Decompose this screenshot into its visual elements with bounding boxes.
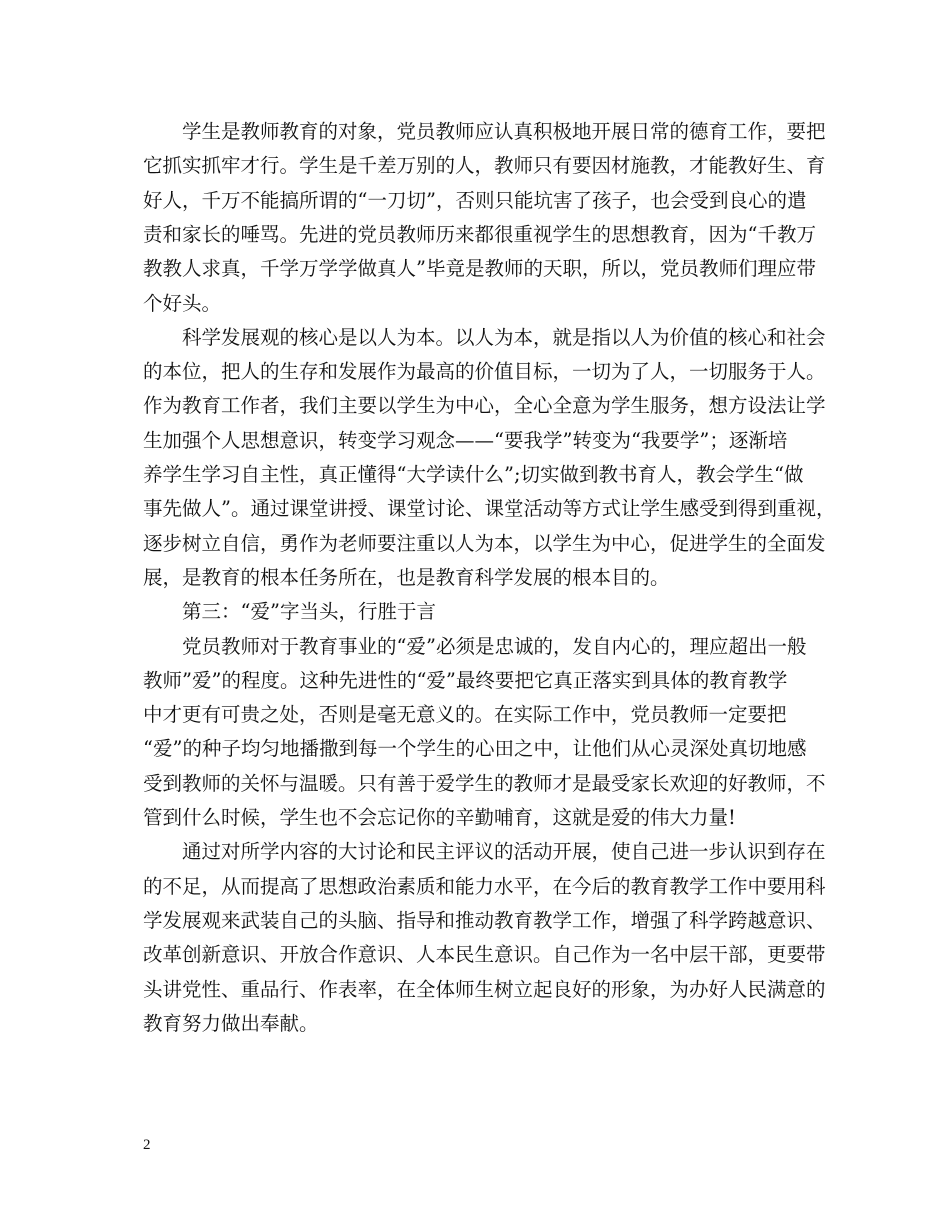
page-number: 2 [143, 1137, 151, 1153]
text-line: 责和家长的唾骂。先进的党员教师历来都很重视学生的思想教育，因为“千教万 [143, 222, 816, 246]
text-line: 它抓实抓牢才行。学生是千差万别的人，教师只有要因材施教，才能教好生、育 [143, 154, 826, 178]
text-line: 教育努力做出奉献。 [143, 1011, 319, 1035]
text-line: 管到什么时候，学生也不会忘记你的辛勤哺育，这就是爱的伟大力量! [143, 806, 736, 829]
text-line: 生加强个人思想意识，转变学习观念——“要我学”转变为“我要学”；逐渐培 [143, 428, 788, 452]
text-line: 个好头。 [143, 291, 222, 315]
text-line: 事先做人”。通过课堂讲授、课堂讨论、课堂活动等方式让学生感受到得到重视， [143, 497, 836, 521]
text-line: 受到教师的关怀与温暖。只有善于爱学生的教师才是最受家长欢迎的好教师，不 [143, 771, 826, 795]
text-line: 作为教育工作者，我们主要以学生为中心，全心全意为学生服务，想方设法让学 [143, 394, 826, 418]
text-line: 展，是教育的根本任务所在，也是教育科学发展的根本目的。 [143, 565, 670, 589]
text-line: 的本位，把人的生存和发展作为最高的价值目标，一切为了人，一切服务于人。 [143, 360, 826, 384]
text-line: 的不足，从而提高了思想政治素质和能力水平，在今后的教育教学工作中要用科 [143, 874, 826, 898]
text-line: 通过对所学内容的大讨论和民主评议的活动开展，使自己进一步认识到存在 [143, 840, 826, 864]
text-line: 头讲党性、重品行、作表率，在全体师生树立起良好的形象，为办好人民满意的 [143, 977, 826, 1001]
text-line: “爱”的种子均匀地播撒到每一个学生的心田之中，让他们从心灵深处真切地感 [143, 737, 807, 761]
text-line: 好人，千万不能搞所谓的“一刀切”，否则只能坑害了孩子，也会受到良心的遣 [143, 188, 807, 212]
text-line: 学发展观来武装自己的头脑、指导和推动教育教学工作，增强了科学跨越意识、 [143, 908, 826, 932]
text-line: 第三：“爱”字当头，行胜于言 [143, 600, 436, 624]
text-line: 中才更有可贵之处，否则是毫无意义的。在实际工作中，党员教师一定要把 [143, 703, 787, 727]
text-line: 党员教师对于教育事业的“爱”必须是忠诚的，发自内心的，理应超出一般 [143, 634, 807, 658]
text-line: 改革创新意识、开放合作意识、人本民生意识。自己作为一名中层干部，更要带 [143, 943, 826, 967]
text-line: 学生是教师教育的对象，党员教师应认真积极地开展日常的德育工作，要把 [143, 120, 826, 143]
text-line: 逐步树立自信，勇作为老师要注重以人为本，以学生为中心，促进学生的全面发 [143, 531, 826, 555]
text-line: 科学发展观的核心是以人为本。以人为本，就是指以人为价值的核心和社会 [143, 325, 826, 349]
text-line: 养学生学习自主性，真正懂得“大学读什么”;切实做到教书育人，教会学生“做 [143, 463, 804, 486]
text-line: 教教人求真，千学万学学做真人”毕竟是教师的天职，所以，党员教师们理应带 [143, 257, 816, 281]
text-line: 教师”爱”的程度。这种先进性的“爱”最终要把它真正落实到具体的教育教学 [143, 668, 788, 692]
